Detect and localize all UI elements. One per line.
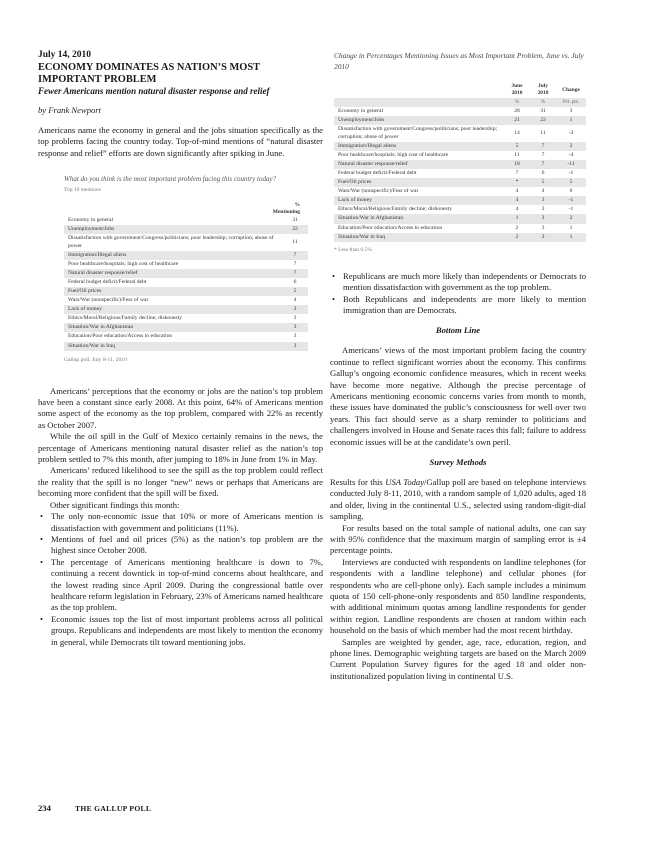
row-july: 5 bbox=[530, 178, 556, 187]
row-june: 18 bbox=[504, 160, 530, 169]
row-june: 2 bbox=[504, 233, 530, 242]
publication-title: THE GALLUP POLL bbox=[75, 804, 152, 813]
table-row bbox=[64, 323, 308, 332]
col-june: June 2010 bbox=[511, 83, 523, 97]
row-label: Situation/War in Afghanistan bbox=[334, 214, 504, 223]
row-label: Poor healthcare/hospitals; high cost of healthcare bbox=[68, 260, 179, 267]
top-problems-table bbox=[64, 174, 308, 362]
row-july: 11 bbox=[540, 130, 546, 137]
text-span: /Gallup poll are based on telephone interviews conducted July 8-11, 2010, with a random sample of 1,020 adults, aged 18 and older, living in the continental U.S., selected using random-digit-dial sampling. bbox=[330, 476, 587, 522]
column-label: Mentioning bbox=[272, 209, 300, 216]
right-column bbox=[330, 50, 586, 682]
row-value: 22 bbox=[282, 225, 308, 234]
list-item: • Economic issues top the list of most important problems across all political groups. Republicans and independents are most likely to mention the economy in general, while Democrats tilt toward mentioning jobs. bbox=[38, 614, 323, 648]
article-subhead: Fewer Americans mention natural disaster response and relief bbox=[38, 86, 270, 96]
body-paragraph: Americans’ reduced likelihood to see the spill as the top problem could reflect the reality that the spill is no longer “new” news or perhaps that Americans are becoming more confident that the spill will be fixed. bbox=[38, 465, 323, 499]
row-july: 31 bbox=[540, 108, 546, 115]
table-row bbox=[334, 233, 586, 242]
table-row bbox=[334, 151, 586, 160]
row-label: Economy in general bbox=[338, 108, 384, 115]
table-row bbox=[334, 205, 586, 214]
table-row bbox=[64, 251, 308, 260]
bottom-line-text: Americans’ views of the most important problem facing the country continue to reflect significant worries about the economy. This confirms Gallup’s ongoing economic confidence measures, which in recent weeks have become more negative. Although the precise percentage of Americans mentioning economic concerns varies from month to month, these issues have dominated the public’s consciousness for well over two years. This fact should serve as a sharp reminder to politicians and challengers involved in House and Senate races this fall; failure to address economic issues will be at the candidate’s own peril. bbox=[330, 345, 586, 447]
list-item: • Republicans are much more likely than independents or Democrats to mention dissatisfaction with government as the top problem. bbox=[330, 271, 586, 294]
findings-list bbox=[38, 511, 323, 648]
row-change: 0 bbox=[569, 188, 573, 195]
change-table-body bbox=[334, 82, 586, 242]
row-change: -1 bbox=[568, 169, 574, 176]
row-label: Poor healthcare/hospitals; high cost of healthcare bbox=[338, 151, 449, 158]
row-value: 11 bbox=[292, 238, 298, 245]
row-change: -1 bbox=[556, 196, 586, 205]
row-label: Federal budget deficit/Federal debt bbox=[338, 169, 417, 176]
article-headline: ECONOMY DOMINATES AS NATION’S MOST IMPORTANT PROBLEM bbox=[38, 62, 260, 85]
row-june: 5 bbox=[504, 142, 530, 151]
row-label: Federal budget deficit/Federal debt bbox=[68, 278, 147, 285]
body-paragraph: Other significant findings this month: bbox=[50, 499, 180, 510]
row-value: 3 bbox=[282, 342, 308, 351]
page-footer bbox=[38, 803, 173, 813]
table-row bbox=[334, 214, 586, 223]
row-june: 4 bbox=[515, 188, 519, 195]
col-july: July 2010 bbox=[537, 83, 549, 97]
byline: by Frank Newport bbox=[38, 105, 102, 115]
row-change: 5 bbox=[556, 178, 586, 187]
table-row bbox=[334, 125, 586, 141]
row-change: -11 bbox=[556, 160, 586, 169]
survey-methods-heading: Survey Methods bbox=[429, 456, 487, 467]
row-label: Natural disaster response/relief bbox=[334, 160, 504, 169]
row-june: 4 bbox=[515, 206, 519, 213]
row-label: Lack of money bbox=[334, 196, 504, 205]
table-row bbox=[64, 305, 308, 314]
table-row bbox=[64, 278, 308, 287]
unit-change: Pct. pts. bbox=[556, 98, 586, 107]
row-june: 28 bbox=[514, 108, 520, 115]
row-change: -3 bbox=[568, 130, 574, 137]
row-change: 3 bbox=[569, 108, 573, 115]
list-item: • The percentage of Americans mentioning healthcare is down to 7%, continuing a recent downtick in top-of-mind concerns about healthcare, and the lowest reading since April 2009. During the congressional battle over healthcare reform legislation in February, 23% of Americans named healthcare as the top problem. bbox=[38, 557, 323, 614]
page-number: 234 bbox=[38, 803, 51, 813]
row-change: 2 bbox=[556, 214, 586, 223]
publication-name: USA Today bbox=[385, 476, 425, 487]
column-unit: % bbox=[294, 202, 300, 209]
unit-july: % bbox=[530, 98, 556, 107]
unit-june: % bbox=[504, 98, 530, 107]
lead-paragraph: Americans name the economy in general and the jobs situation specifically as the top problems facing the country today. Top-of-mind mentions of “natural disaster response and relief” efforts are down significantly after spiking in June. bbox=[38, 125, 323, 158]
table-row bbox=[334, 160, 586, 169]
table-row bbox=[64, 225, 308, 234]
row-change: 2 bbox=[556, 142, 586, 151]
list-item: • Mentions of fuel and oil prices (5%) as the nation’s top problem are the highest since October 2008. bbox=[38, 534, 323, 557]
survey-methods-paragraph bbox=[330, 477, 586, 523]
row-label: Education/Poor education/Access to education bbox=[338, 224, 443, 231]
table-row bbox=[64, 296, 308, 305]
table-row bbox=[334, 142, 586, 151]
row-label: Unemployment/Jobs bbox=[334, 116, 504, 125]
table-row bbox=[334, 169, 586, 178]
row-value: 3 bbox=[282, 305, 308, 314]
row-june: 7 bbox=[515, 169, 519, 176]
bottom-line-heading: Bottom Line bbox=[435, 325, 481, 336]
left-column bbox=[38, 50, 323, 648]
row-label: Economy in general bbox=[68, 217, 114, 224]
table-row bbox=[64, 269, 308, 278]
row-label: Wars/War (nonspecific)/Fear of war bbox=[338, 188, 419, 195]
row-value: 4 bbox=[293, 297, 297, 304]
row-june: 21 bbox=[504, 116, 530, 125]
row-change: 1 bbox=[569, 224, 573, 231]
row-july: 3 bbox=[530, 214, 556, 223]
col-change: Change bbox=[562, 86, 580, 93]
row-label: Situation/War in Iraq bbox=[334, 233, 504, 242]
row-june: 1 bbox=[504, 214, 530, 223]
row-june: * bbox=[504, 178, 530, 187]
row-value: 7 bbox=[282, 251, 308, 260]
table-row bbox=[64, 314, 308, 323]
row-july: 6 bbox=[541, 169, 545, 176]
row-july: 3 bbox=[530, 233, 556, 242]
row-value: 3 bbox=[282, 323, 308, 332]
change-table-title: Change in Percentages Mentioning Issues as Most Important Problem, June vs. July 2010 bbox=[334, 51, 584, 71]
row-label: Dissatisfaction with government/Congress/politicians; poor leadership; corruption; abuse of power bbox=[68, 235, 274, 249]
row-july: 7 bbox=[541, 151, 545, 158]
table-note: * Less than 0.5% bbox=[334, 246, 372, 253]
row-label: Fuel/Oil prices bbox=[64, 287, 282, 296]
change-table bbox=[334, 50, 586, 253]
row-value: 3 bbox=[293, 315, 297, 322]
body-paragraph: While the oil spill in the Gulf of Mexico certainly remains in the news, the percentage of Americans mentioning natural disaster relief as the nation’s top problem settled to 7% this month, after jumping to 18% in June from 1% in May. bbox=[38, 431, 323, 465]
list-item: • Both Republicans and independents are more likely to mention immigration than are Democrats. bbox=[330, 294, 586, 317]
row-july: 7 bbox=[530, 160, 556, 169]
list-item: • The only non-economic issue that 10% or more of Americans mention is dissatisfaction with government and politicians (11%). bbox=[38, 511, 323, 534]
table-row bbox=[334, 224, 586, 233]
row-change: 1 bbox=[556, 233, 586, 242]
row-july: 7 bbox=[530, 142, 556, 151]
table-row bbox=[64, 332, 308, 341]
row-change: -4 bbox=[568, 151, 574, 158]
table-subtitle: Top 10 mentions bbox=[64, 187, 101, 194]
row-value: 7 bbox=[282, 269, 308, 278]
table-column-header bbox=[64, 202, 308, 216]
row-june: 4 bbox=[504, 196, 530, 205]
table-row bbox=[334, 187, 586, 196]
row-label: Wars/War (nonspecific)/Fear of war bbox=[68, 297, 149, 304]
row-july: 3 bbox=[541, 224, 545, 231]
table-row bbox=[64, 234, 308, 250]
row-label: Ethics/Moral/Religious/Family decline; dishonesty bbox=[68, 315, 183, 322]
row-label: Immigration/Illegal aliens bbox=[334, 142, 504, 151]
row-label: Natural disaster response/relief bbox=[64, 269, 282, 278]
table-row bbox=[334, 178, 586, 187]
row-change: 1 bbox=[556, 116, 586, 125]
row-label: Education/Poor education/Access to education bbox=[68, 333, 173, 340]
survey-methods-paragraph: Interviews are conducted with respondents on landline telephones (for respondents with a landline telephone) and cellular phones (for respondents who are cell-phone only). Each sample includes a minimum quota of 150 cell-phone-only respondents and 850 landline respondents, with additional minimum quotas among landline respondents for gender within region. Landline respondents are chosen at random within each household on the basis of which member had the most recent birthday. bbox=[330, 556, 586, 636]
table-row bbox=[64, 216, 308, 225]
row-value: 5 bbox=[282, 287, 308, 296]
row-label: Fuel/Oil prices bbox=[334, 178, 504, 187]
body-paragraph: Americans’ perceptions that the economy or jobs are the nation’s top problem have been a constant since early 2008. At this point, 64% of Americans mention some aspect of the economy as the top problem, compared with 22% as recently as October 2007. bbox=[38, 385, 323, 430]
row-label: Ethics/Moral/Religious/Family decline; dishonesty bbox=[338, 206, 453, 213]
table-row bbox=[64, 287, 308, 296]
table-source: Gallup poll, July 8-11, 2010 bbox=[64, 356, 127, 363]
row-label: Situation/War in Afghanistan bbox=[64, 323, 282, 332]
survey-methods-paragraph: For results based on the total sample of national adults, one can say with 95% confidence that the maximum margin of sampling error is ±4 percentage points. bbox=[330, 522, 586, 556]
party-findings-list bbox=[330, 271, 586, 317]
row-value: 3 bbox=[293, 333, 297, 340]
text-span: Results for this bbox=[330, 476, 386, 487]
row-july: 3 bbox=[541, 206, 545, 213]
table-body bbox=[64, 216, 308, 350]
row-label: Immigration/Illegal aliens bbox=[64, 251, 282, 260]
table-row bbox=[64, 260, 308, 269]
row-june: 11 bbox=[514, 151, 520, 158]
row-change: -1 bbox=[568, 206, 574, 213]
table-question: What do you think is the most important problem facing this country today? bbox=[64, 175, 277, 184]
table-row bbox=[334, 107, 586, 116]
row-label: Dissatisfaction with government/Congress/politicians; poor leadership; corruption; abuse of power bbox=[338, 126, 498, 140]
row-july: 4 bbox=[541, 188, 545, 195]
row-label: Situation/War in Iraq bbox=[64, 342, 282, 351]
row-label: Lack of money bbox=[64, 305, 282, 314]
row-june: 14 bbox=[514, 130, 520, 137]
row-value: 6 bbox=[293, 278, 297, 285]
row-value: 7 bbox=[293, 260, 297, 267]
body-text-left bbox=[38, 386, 323, 648]
row-label: Unemployment/Jobs bbox=[64, 225, 282, 234]
row-july: 3 bbox=[530, 196, 556, 205]
row-value: 31 bbox=[292, 217, 298, 224]
table-row bbox=[64, 342, 308, 351]
table-row bbox=[334, 116, 586, 125]
table-row bbox=[334, 196, 586, 205]
row-july: 22 bbox=[530, 116, 556, 125]
survey-methods-paragraph: Samples are weighted by gender, age, race, education, region, and phone lines. Demographic weighting targets are based on the March 2009 Current Population Survey figures for the aged 18 and older non-institutionalized population living in continental U.S. bbox=[330, 636, 586, 681]
row-june: 2 bbox=[515, 224, 519, 231]
article-date: July 14, 2010 bbox=[38, 50, 92, 60]
